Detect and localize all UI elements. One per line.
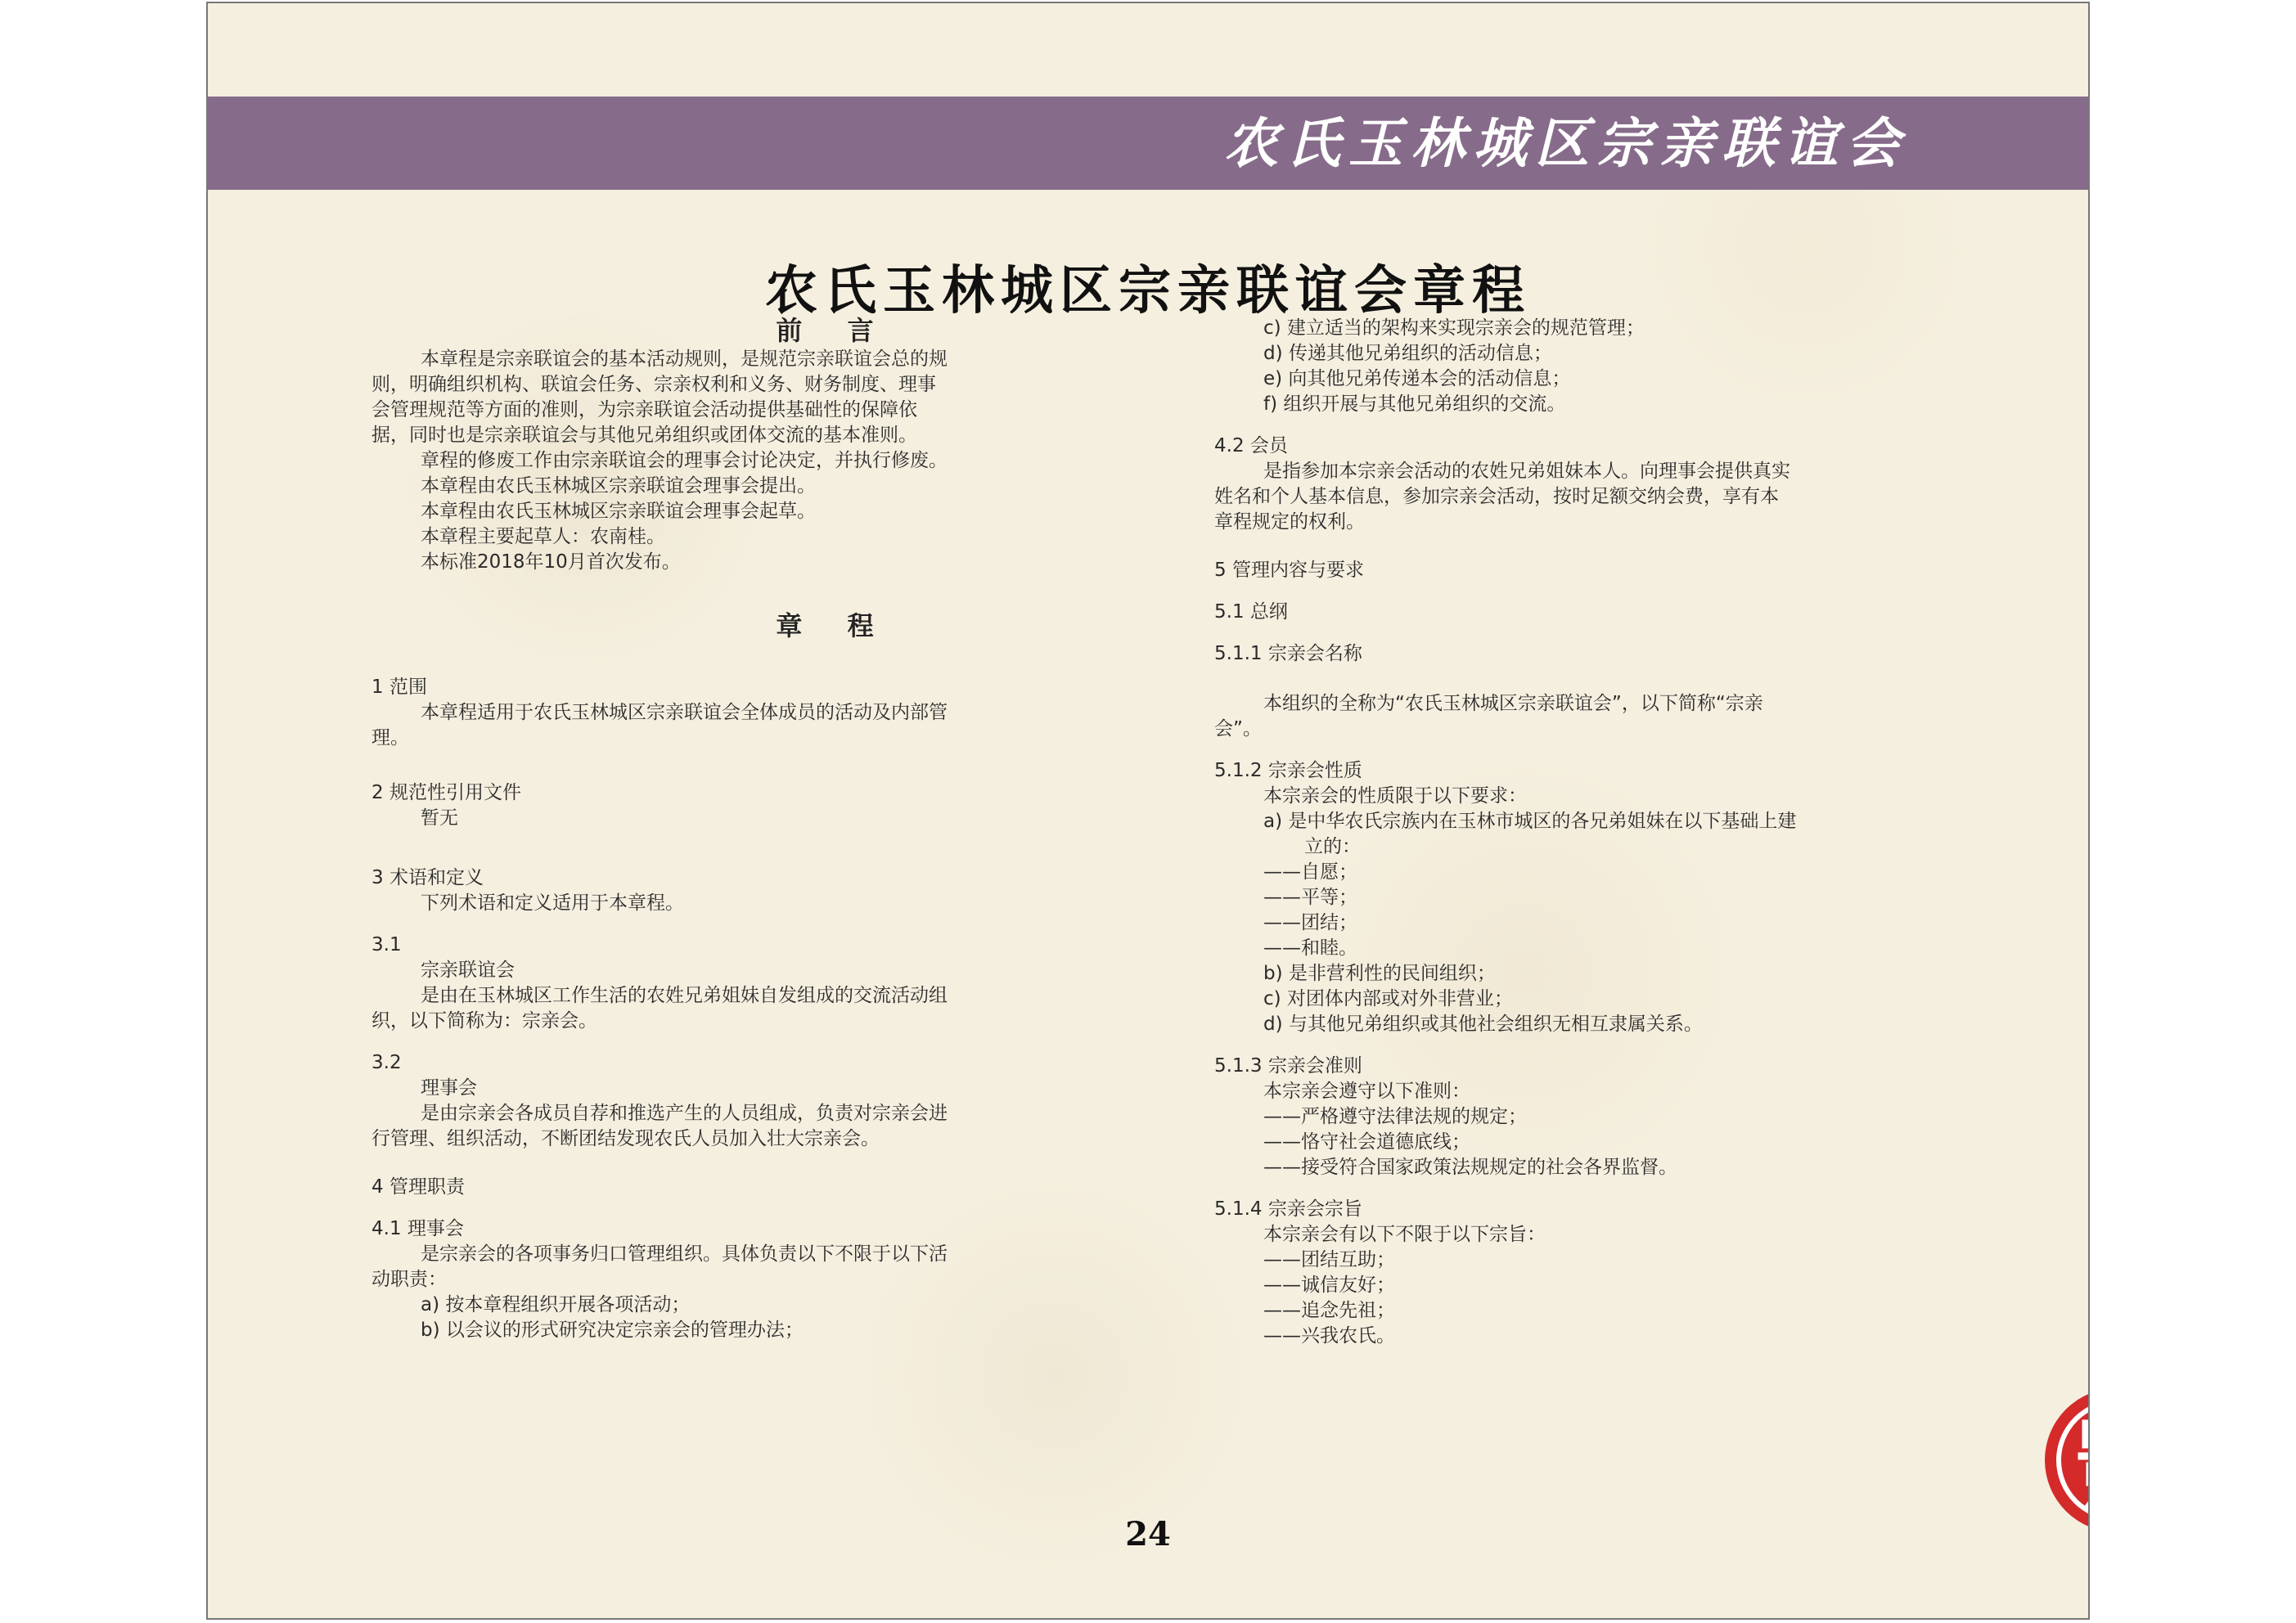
section-4-1-item: e) 向其他兄弟传递本会的活动信息； <box>1263 368 1571 389</box>
dash-item: ——和睦。 <box>1263 937 1357 959</box>
section-3-1-line: 织，以下简称为：宗亲会。 <box>371 1010 597 1032</box>
section-3-2-number: 3.2 <box>371 1052 402 1073</box>
dash-item: ——诚信友好； <box>1263 1275 1395 1296</box>
section-5-title: 5 管理内容与要求 <box>1214 560 1364 581</box>
section-5-1-1-line: 会”。 <box>1214 718 1262 740</box>
left-column <box>371 314 1296 1343</box>
section-5-1-2-item-a-cont: 立的： <box>1304 836 1361 857</box>
preface-line: 本章程是宗亲联谊会的基本活动规则，是规范宗亲联谊会总的规 <box>421 348 948 370</box>
section-5-1-4-intro: 本宗亲会有以下不限于以下宗旨： <box>1263 1224 1546 1245</box>
section-4-2-title: 4.2 会员 <box>1214 435 1288 456</box>
section-3-2-term: 理事会 <box>421 1077 477 1099</box>
preface-heading: 前 言 <box>776 315 892 346</box>
section-4-1-item: b) 以会议的形式研究决定宗亲会的管理办法； <box>421 1320 804 1341</box>
preface-line: 本章程由农氏玉林城区宗亲联谊会理事会起草。 <box>421 501 816 522</box>
section-4-2-line: 是指参加本宗亲会活动的农姓兄弟姐妹本人。向理事会提供真实 <box>1263 461 1790 482</box>
preface-line: 则，明确组织机构、联谊会任务、宗亲权利和义务、财务制度、理事 <box>371 374 936 395</box>
dash-item: ——严格遵守法律法规的规定； <box>1263 1106 1527 1127</box>
preface-line: 据，同时也是宗亲联谊会与其他兄弟组织或团体交流的基本准则。 <box>371 425 917 446</box>
section-1-line: 理。 <box>371 727 409 749</box>
section-3-1-term: 宗亲联谊会 <box>421 960 515 981</box>
dash-item: ——恪守社会道德底线； <box>1263 1131 1470 1153</box>
preface-line: 本章程由农氏玉林城区宗亲联谊会理事会提出。 <box>421 475 816 497</box>
section-4-1-item: a) 按本章程组织开展各项活动； <box>421 1294 691 1315</box>
section-3-1-number: 3.1 <box>371 934 402 955</box>
section-3-2-line: 行管理、组织活动，不断团结发现农氏人员加入壮大宗亲会。 <box>371 1128 880 1149</box>
preface-line: 会管理规范等方面的准则，为宗亲联谊会活动提供基础性的保障依 <box>371 399 917 420</box>
document-page <box>206 2 2090 1620</box>
section-4-1-title: 4.1 理事会 <box>371 1218 464 1239</box>
preface-line: 本标准2018年10月首次发布。 <box>421 551 681 573</box>
banner-title: 农氏玉林城区宗亲联谊会 <box>1224 111 1908 175</box>
section-5-1-1-title: 5.1.1 宗亲会名称 <box>1214 643 1362 664</box>
section-4-1-item: f) 组织开展与其他兄弟组织的交流。 <box>1263 393 1566 415</box>
right-column <box>1214 316 2090 1349</box>
section-4-2-line: 姓名和个人基本信息，参加宗亲会活动，按时足额交纳会费，享有本 <box>1214 486 1779 507</box>
document-title: 农氏玉林城区宗亲联谊会章程 <box>765 261 1531 321</box>
section-3-text: 下列术语和定义适用于本章程。 <box>421 892 684 914</box>
section-5-1-2-intro: 本宗亲会的性质限于以下要求： <box>1263 785 1527 807</box>
section-5-1-3-title: 5.1.3 宗亲会准则 <box>1214 1055 1362 1077</box>
dash-item: ——团结； <box>1263 912 1357 933</box>
charter-heading: 章 程 <box>776 610 892 641</box>
section-5-1-4-title: 5.1.4 宗亲会宗旨 <box>1214 1198 1362 1220</box>
dash-item: ——兴我农氏。 <box>1263 1325 1395 1347</box>
dash-item: ——团结互助； <box>1263 1249 1395 1270</box>
section-1-line: 本章程适用于农氏玉林城区宗亲联谊会全体成员的活动及内部管 <box>421 702 948 723</box>
header-banner <box>208 97 2088 190</box>
dash-item: ——平等； <box>1263 887 1357 908</box>
page-number: 24 <box>1125 1515 1171 1553</box>
section-3-2-line: 是由宗亲会各成员自荐和推选产生的人员组成，负责对宗亲会进 <box>421 1103 948 1124</box>
section-5-1-2-item: b) 是非营利性的民间组织； <box>1263 963 1496 984</box>
section-5-1-2-item: d) 与其他兄弟组织或其他社会组织无相互隶属关系。 <box>1263 1014 1703 1035</box>
preface-line: 章程的修废工作由宗亲联谊会的理事会讨论决定，并执行修废。 <box>421 450 948 471</box>
section-3-title: 3 术语和定义 <box>371 867 484 888</box>
section-2-title: 2 规范性引用文件 <box>371 782 521 803</box>
section-3-1-line: 是由在玉林城区工作生活的农姓兄弟姐妹自发组成的交流活动组 <box>421 985 948 1006</box>
section-4-2-line: 章程规定的权利。 <box>1214 511 1365 533</box>
section-5-1-title: 5.1 总纲 <box>1214 601 1288 623</box>
section-5-1-2-title: 5.1.2 宗亲会性质 <box>1214 760 1362 781</box>
dash-item: ——自愿； <box>1263 861 1357 883</box>
section-5-1-2-item: c) 对团体内部或对外非营业； <box>1263 988 1513 1009</box>
section-5-1-2-item-a: a) 是中华农氏宗族内在玉林市城区的各兄弟姐妹在以下基础上建 <box>1263 811 1797 832</box>
section-2-text: 暂无 <box>421 807 458 829</box>
section-4-1-item: d) 传递其他兄弟组织的活动信息； <box>1263 343 1552 364</box>
section-4-1-item: c) 建立适当的架构来实现宗亲会的规范管理； <box>1263 317 1645 339</box>
dash-item: ——接受符合国家政策法规规定的社会各界监督。 <box>1263 1157 1677 1178</box>
preface-line: 本章程主要起草人：农南桂。 <box>421 526 665 547</box>
section-1-title: 1 范围 <box>371 677 427 698</box>
section-5-1-1-line: 本组织的全称为“农氏玉林城区宗亲联谊会”，以下简称“宗亲 <box>1263 693 1763 714</box>
section-5-1-3-intro: 本宗亲会遵守以下准则： <box>1263 1081 1470 1102</box>
dash-item: ——追念先祖； <box>1263 1300 1395 1321</box>
section-4-1-line: 动职责： <box>371 1269 447 1290</box>
section-4-1-line: 是宗亲会的各项事务归口管理组织。具体负责以下不限于以下活 <box>421 1243 948 1265</box>
red-seal-icon <box>2041 1384 2090 1536</box>
section-4-title: 4 管理职责 <box>371 1176 465 1198</box>
